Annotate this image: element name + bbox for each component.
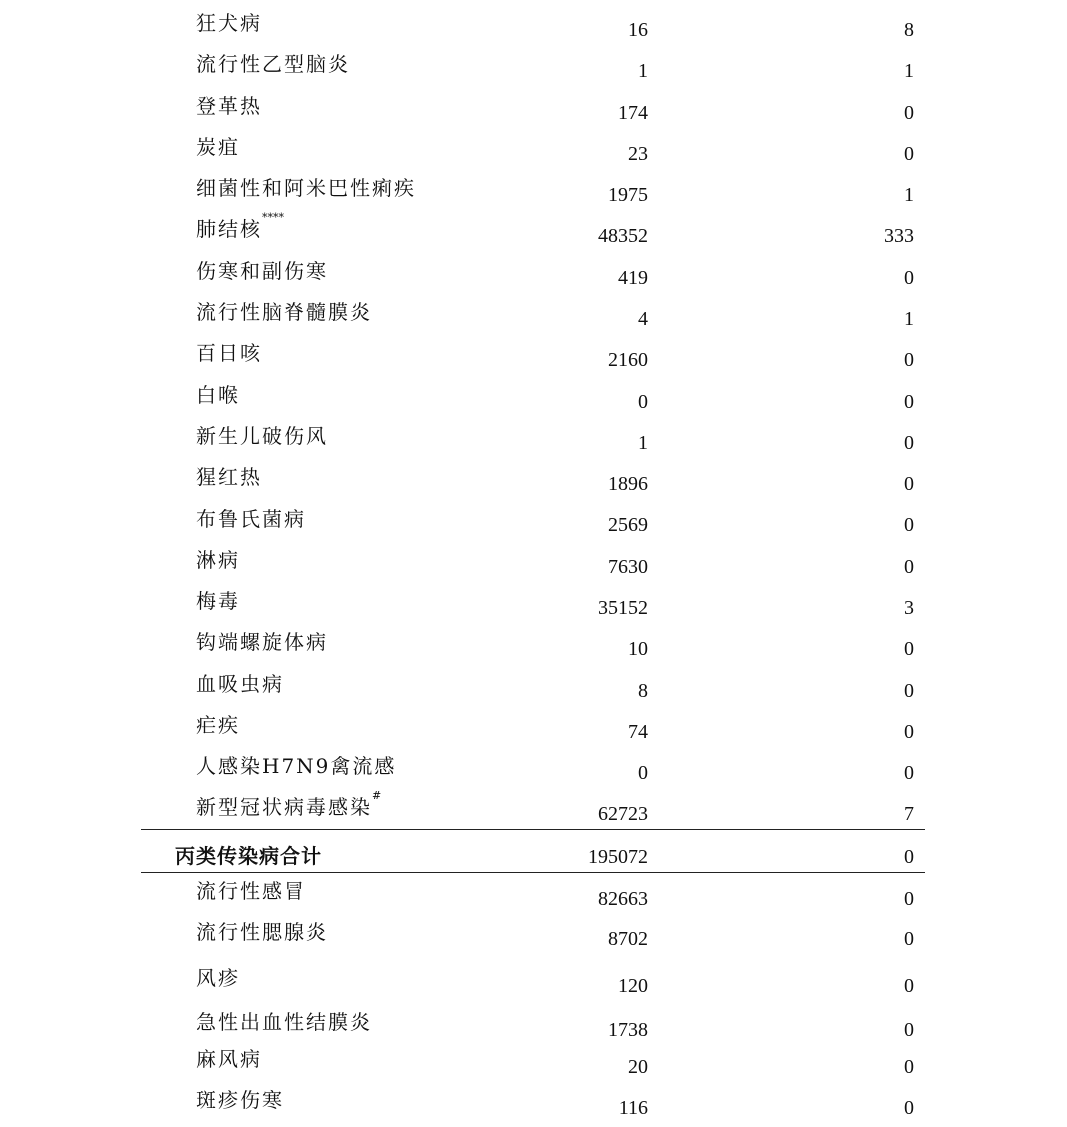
cases-value: 7630	[608, 556, 648, 578]
disease-name-text: 血吸虫病	[196, 672, 284, 696]
cases-value: 74	[628, 721, 648, 743]
cases-value: 1738	[608, 1019, 648, 1041]
deaths-value: 0	[904, 349, 914, 371]
disease-name	[196, 461, 262, 490]
table-rule	[141, 872, 925, 873]
deaths-value: 0	[904, 680, 914, 702]
disease-name-text: 新生儿破伤风	[196, 424, 328, 448]
disease-name	[196, 255, 328, 284]
disease-name-text: 新型冠状病毒感染	[196, 795, 372, 819]
disease-name	[196, 709, 240, 738]
cases-value: 195072	[588, 846, 648, 868]
cases-value: 82663	[598, 888, 648, 910]
cases-value: 20	[628, 1056, 648, 1078]
disease-name	[196, 750, 396, 779]
deaths-value: 7	[904, 803, 914, 825]
disease-name	[196, 1006, 372, 1035]
disease-name-text: 风疹	[196, 966, 240, 990]
deaths-value: 0	[904, 473, 914, 495]
deaths-value: 0	[904, 888, 914, 910]
deaths-value: 0	[904, 1097, 914, 1119]
cases-value: 8	[638, 680, 648, 702]
disease-name	[196, 668, 284, 697]
deaths-value: 0	[904, 975, 914, 997]
disease-name-text: 急性出血性结膜炎	[196, 1010, 372, 1034]
deaths-value: 8	[904, 19, 914, 41]
cases-value: 48352	[598, 225, 648, 247]
deaths-value: 0	[904, 556, 914, 578]
table-rule	[141, 829, 925, 830]
disease-name-text: 布鲁氏菌病	[196, 507, 306, 531]
disease-name-text: 狂犬病	[196, 11, 262, 35]
deaths-value: 0	[904, 432, 914, 454]
cases-value: 16	[628, 19, 648, 41]
cases-value: 10	[628, 638, 648, 660]
disease-name	[196, 503, 306, 532]
disease-name-text: 人感染H7N9禽流感	[196, 754, 397, 778]
cases-value: 419	[618, 267, 648, 289]
disease-name-text: 登革热	[196, 94, 262, 118]
deaths-value: 1	[904, 60, 914, 82]
cases-value: 1896	[608, 473, 648, 495]
disease-name-text: 炭疽	[196, 135, 240, 159]
cases-value: 1975	[608, 184, 648, 206]
disease-name	[196, 213, 284, 242]
disease-name	[196, 585, 240, 614]
disease-name-text: 斑疹伤寒	[196, 1088, 284, 1112]
footnote-mark: #	[372, 789, 382, 802]
cases-value: 120	[618, 975, 648, 997]
footnote-mark: ****	[262, 211, 284, 224]
cases-value: 2569	[608, 514, 648, 536]
deaths-value: 0	[904, 514, 914, 536]
disease-name	[196, 296, 372, 325]
disease-name	[196, 172, 416, 201]
disease-name-text: 丙类传染病合计	[175, 844, 322, 868]
cases-value: 1	[638, 432, 648, 454]
disease-name-text: 流行性腮腺炎	[196, 920, 328, 944]
disease-name	[196, 544, 240, 573]
disease-name-text: 钩端螺旋体病	[196, 630, 328, 654]
deaths-value: 333	[884, 225, 914, 247]
deaths-value: 0	[904, 1056, 914, 1078]
deaths-value: 3	[904, 597, 914, 619]
disease-name	[196, 379, 240, 408]
disease-name-text: 流行性脑脊髓膜炎	[196, 300, 372, 324]
disease-name-text: 淋病	[196, 548, 240, 572]
disease-name-text: 百日咳	[196, 341, 262, 365]
disease-name	[196, 791, 381, 820]
cases-value: 35152	[598, 597, 648, 619]
disease-name	[196, 962, 240, 991]
disease-name	[196, 131, 240, 160]
deaths-value: 0	[904, 267, 914, 289]
deaths-value: 0	[904, 846, 914, 868]
disease-name	[196, 48, 350, 77]
deaths-value: 0	[904, 391, 914, 413]
cases-value: 8702	[608, 928, 648, 950]
deaths-value: 0	[904, 721, 914, 743]
disease-name-text: 白喉	[196, 383, 240, 407]
deaths-value: 0	[904, 143, 914, 165]
cases-value: 23	[628, 143, 648, 165]
disease-name-text: 流行性乙型脑炎	[196, 52, 350, 76]
cases-value: 62723	[598, 803, 648, 825]
disease-name	[196, 420, 328, 449]
cases-value: 0	[638, 391, 648, 413]
deaths-value: 0	[904, 1019, 914, 1041]
deaths-value: 0	[904, 762, 914, 784]
disease-name	[196, 90, 262, 119]
disease-name	[196, 916, 328, 945]
cases-value: 2160	[608, 349, 648, 371]
disease-name	[196, 7, 262, 36]
deaths-value: 0	[904, 638, 914, 660]
disease-name	[196, 337, 262, 366]
disease-name-text: 肺结核	[196, 217, 262, 241]
disease-name-text: 细菌性和阿米巴性痢疾	[196, 176, 416, 200]
deaths-value: 1	[904, 184, 914, 206]
cases-value: 4	[638, 308, 648, 330]
disease-name-text: 麻风病	[196, 1047, 262, 1071]
disease-name-text: 流行性感冒	[196, 879, 306, 903]
cases-value: 1	[638, 60, 648, 82]
disease-name-text: 梅毒	[196, 589, 240, 613]
disease-name-text: 伤寒和副伤寒	[196, 259, 328, 283]
disease-name-text: 猩红热	[196, 465, 262, 489]
disease-name-text: 疟疾	[196, 713, 240, 737]
deaths-value: 0	[904, 102, 914, 124]
cases-value: 174	[618, 102, 648, 124]
deaths-value: 0	[904, 928, 914, 950]
deaths-value: 1	[904, 308, 914, 330]
disease-name	[196, 1084, 284, 1113]
disease-name	[196, 626, 328, 655]
cases-value: 0	[638, 762, 648, 784]
disease-name	[196, 1043, 262, 1072]
total-label	[175, 840, 322, 869]
disease-name	[196, 875, 306, 904]
cases-value: 116	[618, 1097, 648, 1119]
